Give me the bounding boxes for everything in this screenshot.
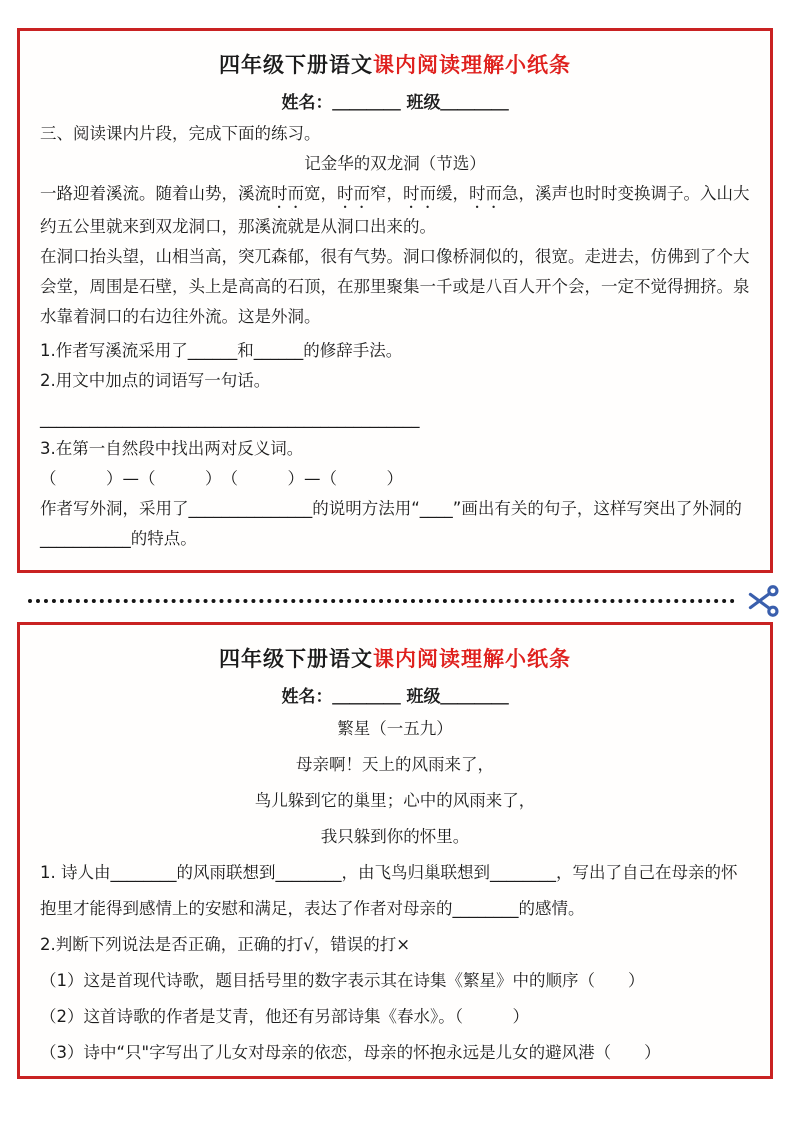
emphasized-word: 时而 bbox=[469, 184, 502, 203]
strip1-paragraph-2: 在洞口抬头望，山相当高，突兀森郁，很有气势。洞口像桥洞似的，很宽。走进去，仿佛到了个大会堂，周围是石壁，头上是高高的石顶，在那里聚集一千或是八百人开个会，一定不觉得拥挤。泉水靠着洞口的右边往外流。这是外洞。 bbox=[40, 247, 750, 326]
strip1-question-2: 2.用文中加点的词语写一句话。 bbox=[40, 371, 271, 390]
strip1-question-1: 1.作者写溪流采用了______和______的修辞手法。 bbox=[40, 341, 403, 360]
text-segment: 缓， bbox=[436, 184, 469, 203]
strip1-section-heading: 三、阅读课内片段，完成下面的练习。 bbox=[40, 124, 321, 143]
emphasized-word: 时而 bbox=[403, 184, 436, 203]
text-segment: 一路迎着溪流。随着山势，溪流 bbox=[40, 184, 271, 203]
worksheet-strip-2 bbox=[17, 622, 773, 1079]
strip1-passage-title: 记金华的双龙洞（节选） bbox=[304, 154, 486, 173]
strip1-answer-blank-line: ______________________________________________ bbox=[40, 409, 420, 428]
text-segment: 急， bbox=[502, 184, 535, 203]
poem-line: 母亲啊！天上的风雨来了， bbox=[296, 755, 494, 774]
strip1-name-class-line: 姓名：＿＿＿＿ 班级＿＿＿＿ bbox=[281, 93, 509, 113]
worksheet-strip-1 bbox=[17, 28, 773, 573]
emphasized-word: 时而 bbox=[271, 184, 304, 203]
strip1-question-4: 作者写外洞，采用了_______________的说明方法用“____”画出有关的句子，这样写突出了外洞的___________的特点。 bbox=[40, 499, 742, 548]
strip2-question-1: 1. 诗人由________的风雨联想到________，由飞鸟归巢联想到________，写出了自己在母亲的怀抱里才能得到感情上的安慰和满足，表达了作者对母亲的________的感情。 bbox=[40, 863, 738, 918]
judge-item: （3）诗中“只"字写出了儿女对母亲的依恋，母亲的怀抱永远是儿女的避风港（ ） bbox=[40, 1043, 661, 1062]
strip2-name-class-line: 姓名：＿＿＿＿ 班级＿＿＿＿ bbox=[281, 687, 509, 707]
text-segment: 宽， bbox=[304, 184, 337, 203]
judge-item: （2）这首诗歌的作者是艾青，他还有另部诗集《春水》。（ ） bbox=[40, 1007, 529, 1026]
poem-line: 鸟儿躲到它的巢里；心中的风雨来了， bbox=[254, 791, 536, 810]
strip1-antonym-brackets: （ ）—（ ） （ ）—（ ） bbox=[40, 469, 403, 488]
strip1-title-black: 四年级下册语文 bbox=[219, 53, 373, 77]
cut-dotted-line bbox=[28, 599, 735, 603]
strip2-poem-title: 繁星（一五九） bbox=[337, 719, 453, 738]
cut-divider bbox=[0, 582, 793, 620]
strip2-title bbox=[40, 643, 750, 673]
poem-line: 我只躲到你的怀里。 bbox=[320, 827, 470, 846]
strip1-title bbox=[40, 49, 750, 79]
scissors-icon bbox=[745, 583, 781, 619]
strip1-paragraph-1 bbox=[40, 179, 750, 242]
strip2-title-black: 四年级下册语文 bbox=[219, 647, 373, 671]
strip2-question-2: 2.判断下列说法是否正确，正确的打√，错误的打× bbox=[40, 935, 411, 954]
strip1-question-3: 3.在第一自然段中找出两对反义词。 bbox=[40, 439, 304, 458]
strip1-title-red: 课内阅读理解小纸条 bbox=[373, 53, 571, 77]
emphasized-word: 时而 bbox=[337, 184, 370, 203]
judge-item: （1）这是首现代诗歌，题目括号里的数字表示其在诗集《繁星》中的顺序（ ） bbox=[40, 971, 645, 990]
strip2-title-red: 课内阅读理解小纸条 bbox=[373, 647, 571, 671]
text-segment: 溪声也时时变换调子。入山大约五公里就来到双龙洞口，那溪流就是从洞口出来的。 bbox=[40, 184, 750, 236]
text-segment: 窄， bbox=[370, 184, 403, 203]
